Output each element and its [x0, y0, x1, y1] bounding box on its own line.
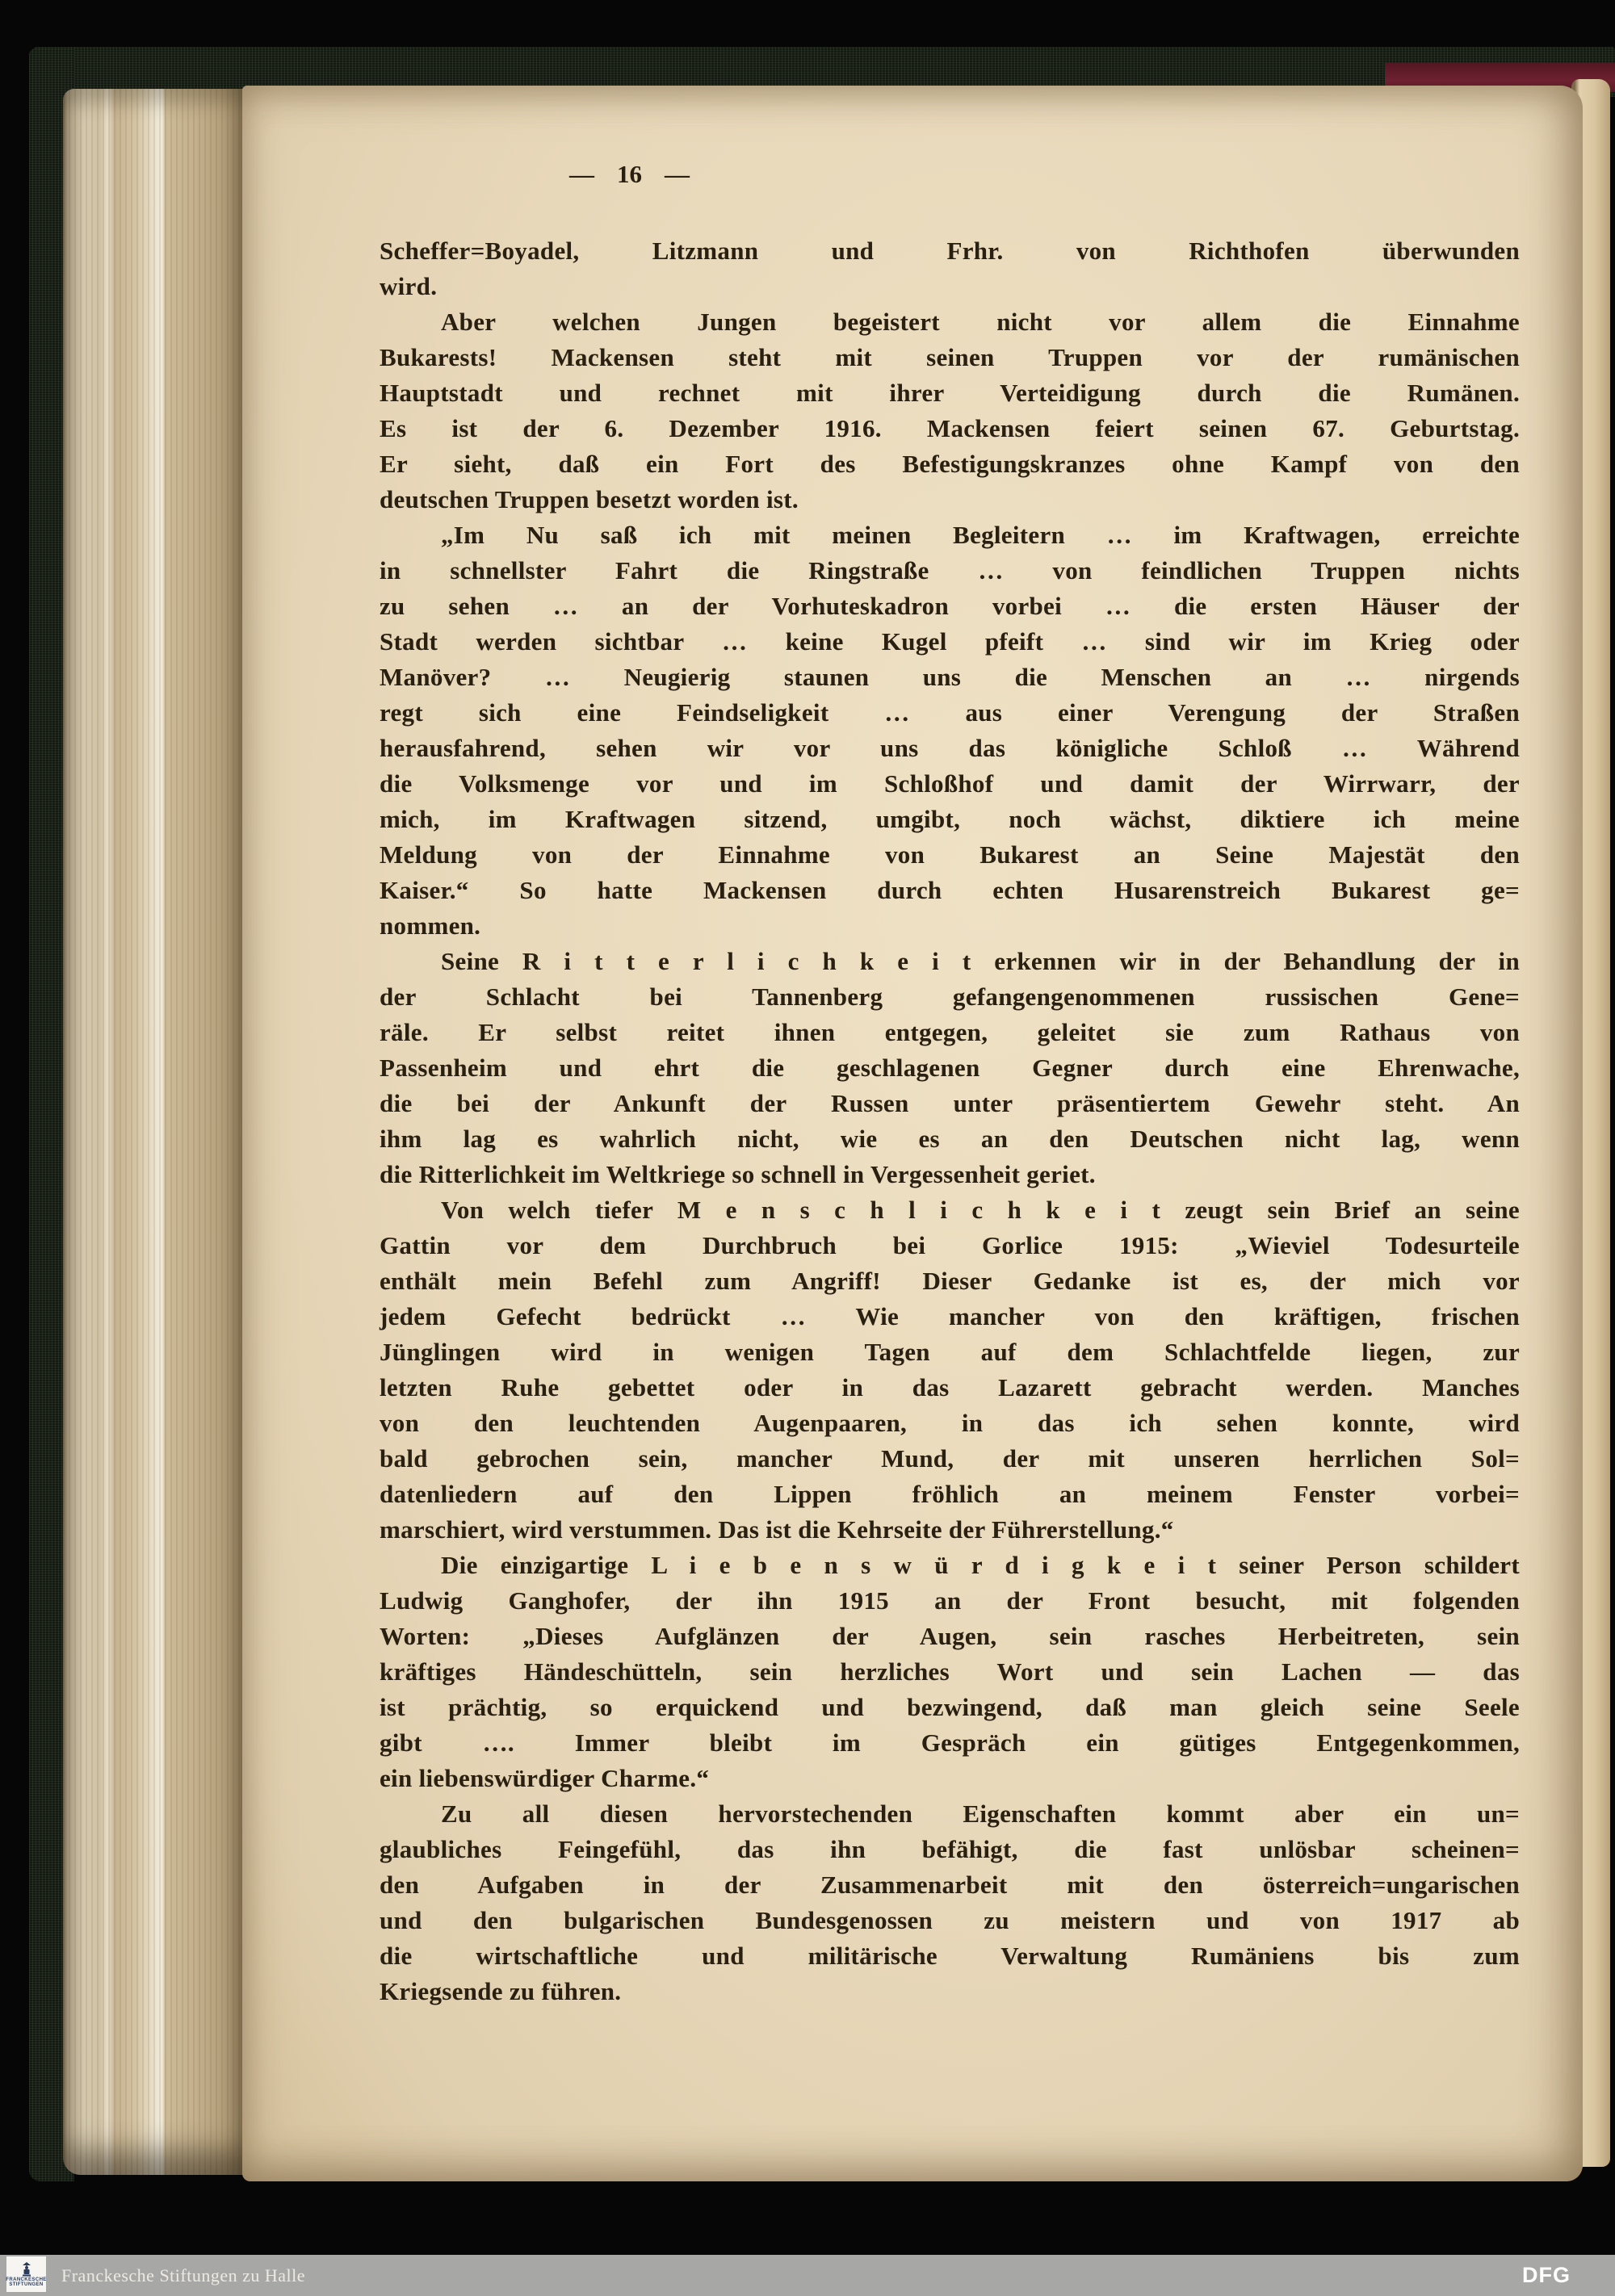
text-line: datenliedern auf den Lippen fröhlich an meinem Fenster vorbei= — [380, 1480, 1520, 1508]
text-line: Worten: „Dieses Aufglänzen der Augen, sein rasches Herbeitreten, sein — [380, 1622, 1520, 1650]
text-line: der Schlacht bei Tannenberg gefangengenommenen russischen Gene= — [380, 983, 1520, 1011]
logo-text-line1: FRANCKESCHE — [6, 2277, 47, 2282]
paragraph-5 — [380, 1192, 1520, 1548]
text-line: Passenheim und ehrt die geschlagenen Gegner durch eine Ehrenwache, — [380, 1054, 1520, 1082]
text-line: Kaiser.“ So hatte Mackensen durch echten Husarenstreich Bukarest ge= — [380, 876, 1520, 904]
text-line: Die einzigartige L i e b e n s w ü r d i g k e i t seiner Person schildert — [441, 1551, 1520, 1579]
text-line: zu sehen … an der Vorhuteskadron vorbei … die ersten Häuser der — [380, 592, 1520, 620]
text-line: Aber welchen Jungen begeistert nicht vor allem die Einnahme — [441, 308, 1520, 336]
text-line: ihm lag es wahrlich nicht, wie es an den Deutschen nicht lag, wenn — [380, 1125, 1520, 1153]
text-line: Seine R i t t e r l i c h k e i t erkennen wir in der Behandlung der in — [441, 947, 1520, 975]
paragraph-4 — [380, 944, 1520, 1192]
book-page — [242, 86, 1583, 2181]
text-line: die Volksmenge vor und im Schloßhof und damit der Wirrwarr, der — [380, 769, 1520, 798]
paragraph-6 — [380, 1548, 1520, 1796]
paragraph-2 — [380, 304, 1520, 517]
text-line: und den bulgarischen Bundesgenossen zu meistern und von 1917 ab — [380, 1906, 1520, 1934]
text-line: den Aufgaben in der Zusammenarbeit mit den österreich=ungarischen — [380, 1871, 1520, 1899]
text-line: Zu all diesen hervorstechenden Eigenschaften kommt aber ein un= — [441, 1800, 1520, 1828]
text-line: Ludwig Ganghofer, der ihn 1915 an der Front besucht, mit folgenden — [380, 1586, 1520, 1615]
paragraph-7 — [380, 1796, 1520, 2009]
text-line: nommen. — [380, 911, 481, 940]
page-number-left-dash: — — [569, 160, 594, 188]
text-column — [380, 233, 1520, 2009]
text-line: Hauptstadt und rechnet mit ihrer Verteidigung durch die Rumänen. — [380, 379, 1520, 407]
page-number-right-dash: — — [665, 160, 690, 188]
text-line: Meldung von der Einnahme von Bukarest an Seine Majestät den — [380, 840, 1520, 869]
page-fore-edge-stack — [63, 89, 249, 2175]
text-line: gibt …. Immer bleibt im Gespräch ein gütiges Entgegenkommen, — [380, 1728, 1520, 1757]
logo-text-line2: STIFTUNGEN — [9, 2281, 44, 2287]
text-line: ist prächtig, so erquickend und bezwingend, daß man gleich seine Seele — [380, 1693, 1520, 1721]
text-line: enthält mein Befehl zum Angriff! Dieser Gedanke ist es, der mich vor — [380, 1267, 1520, 1295]
text-line: Von welch tiefer M e n s c h l i c h k e i t zeugt sein Brief an seine — [441, 1196, 1520, 1224]
text-line: Scheffer=Boyadel, Litzmann und Frhr. von Richthofen überwunden — [380, 237, 1520, 265]
text-line: glaubliches Feingefühl, das ihn befähigt, die fast unlösbar scheinen= — [380, 1835, 1520, 1863]
text-line: die wirtschaftliche und militärische Verwaltung Rumäniens bis zum — [380, 1942, 1520, 1970]
text-line: deutschen Truppen besetzt worden ist. — [380, 485, 799, 513]
dfg-logo: DFG — [1522, 2263, 1571, 2287]
text-line: Stadt werden sichtbar … keine Kugel pfeift … sind wir im Krieg oder — [380, 627, 1520, 656]
text-line: Jünglingen wird in wenigen Tagen auf dem Schlachtfelde liegen, zur — [380, 1338, 1520, 1366]
text-line: Manöver? … Neugierig staunen uns die Menschen an … nirgends — [380, 663, 1520, 691]
paragraph-1 — [380, 233, 1520, 304]
franckesche-stiftungen-logo — [6, 2256, 46, 2292]
paragraph-3 — [380, 517, 1520, 944]
text-line: mich, im Kraftwagen sitzend, umgibt, noch wächst, diktiere ich meine — [380, 805, 1520, 833]
text-line: von den leuchtenden Augenpaaren, in das ich sehen konnte, wird — [380, 1409, 1520, 1437]
text-line: letzten Ruhe gebettet oder in das Lazarett gebracht werden. Manches — [380, 1373, 1520, 1401]
text-line: Kriegsende zu führen. — [380, 1977, 622, 2005]
text-line: die bei der Ankunft der Russen unter präsentiertem Gewehr steht. An — [380, 1089, 1520, 1117]
text-line: Es ist der 6. Dezember 1916. Mackensen feiert seinen 67. Geburtstag. — [380, 414, 1520, 442]
text-line: kräftiges Händeschütteln, sein herzliches Wort und sein Lachen — das — [380, 1657, 1520, 1686]
text-line: Er sieht, daß ein Fort des Befestigungskranzes ohne Kampf von den — [380, 450, 1520, 478]
organization-name: Franckesche Stiftungen zu Halle — [61, 2265, 306, 2286]
francke-figure-icon — [20, 2262, 33, 2277]
text-line: ein liebenswürdiger Charme.“ — [380, 1764, 710, 1792]
text-line: herausfahrend, sehen wir vor uns das königliche Schloß … Während — [380, 734, 1520, 762]
text-line: die Ritterlichkeit im Weltkriege so schnell in Vergessenheit geriet. — [380, 1160, 1096, 1188]
text-line: bald gebrochen sein, mancher Mund, der mit unseren herrlichen Sol= — [380, 1444, 1520, 1473]
text-line: „Im Nu saß ich mit meinen Begleitern … im Kraftwagen, erreichte — [441, 521, 1520, 549]
text-line: räle. Er selbst reitet ihnen entgegen, geleitet sie zum Rathaus von — [380, 1018, 1520, 1046]
page-number — [569, 160, 690, 189]
text-line: jedem Gefecht bedrückt … Wie mancher von den kräftigen, frischen — [380, 1302, 1520, 1330]
text-line: Bukarests! Mackensen steht mit seinen Truppen vor der rumänischen — [380, 343, 1520, 371]
text-line: in schnellster Fahrt die Ringstraße … von feindlichen Truppen nichts — [380, 556, 1520, 584]
text-line: marschiert, wird verstummen. Das ist die Kehrseite der Führerstellung.“ — [380, 1515, 1174, 1544]
viewer-footer-bar — [0, 2255, 1615, 2296]
text-line: wird. — [380, 272, 438, 300]
page-number-value: 16 — [617, 160, 642, 188]
text-line: regt sich eine Feindseligkeit … aus einer Verengung der Straßen — [380, 698, 1520, 727]
text-line: Gattin vor dem Durchbruch bei Gorlice 1915: „Wieviel Todesurteile — [380, 1231, 1520, 1259]
